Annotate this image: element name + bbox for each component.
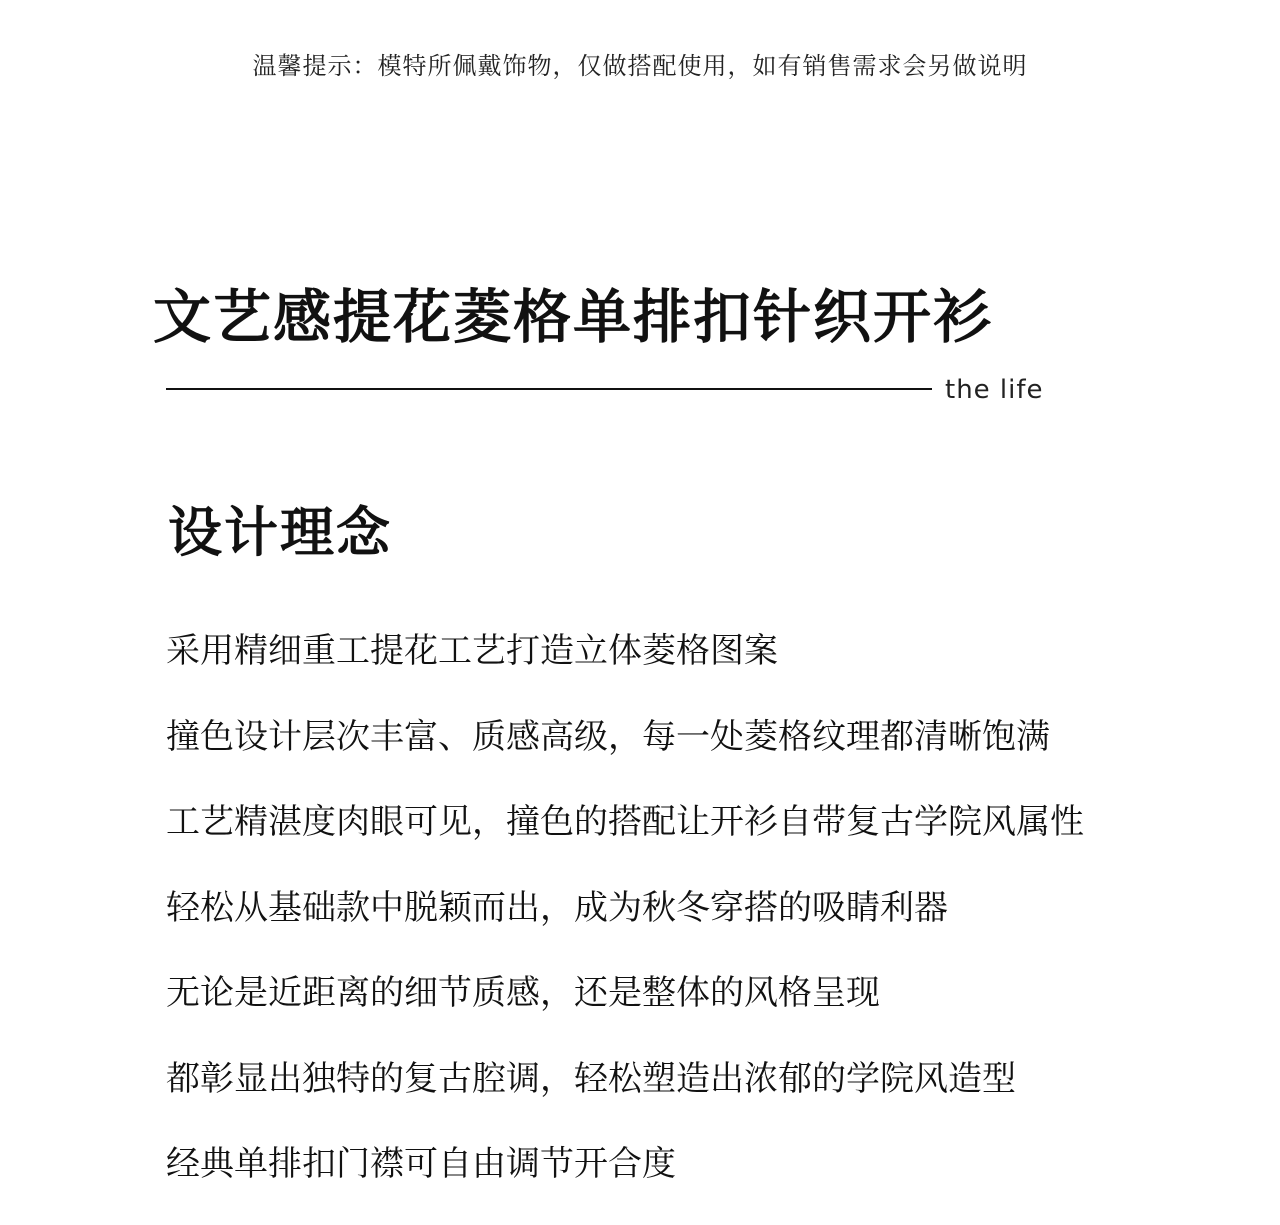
design-description-list [166, 626, 1084, 1225]
description-line: 都彰显出独特的复古腔调，轻松塑造出浓郁的学院风造型 [166, 1058, 1016, 1099]
description-line: 采用精细重工提花工艺打造立体菱格图案 [166, 631, 778, 671]
section-heading: 设计理念 [168, 501, 392, 564]
description-line: 无论是近距离的细节质感，还是整体的风格呈现 [166, 973, 880, 1013]
title-divider-line [166, 388, 932, 390]
description-line: 工艺精湛度肉眼可见，撞色的搭配让开衫自带复古学院风属性 [166, 802, 1084, 842]
product-title: 文艺感提花菱格单排扣针织开衫 [153, 283, 994, 351]
description-line: 撞色设计层次丰富、质感高级，每一处菱格纹理都清晰饱满 [166, 716, 1050, 757]
description-line: 经典单排扣门襟可自由调节开合度 [166, 1144, 676, 1184]
styling-notice: 温馨提示：模特所佩戴饰物，仅做搭配使用，如有销售需求会另做说明 [252, 52, 1028, 80]
description-line: 轻松从基础款中脱颖而出，成为秋冬穿搭的吸睛利器 [166, 887, 948, 928]
tagline: the life [945, 375, 1044, 405]
